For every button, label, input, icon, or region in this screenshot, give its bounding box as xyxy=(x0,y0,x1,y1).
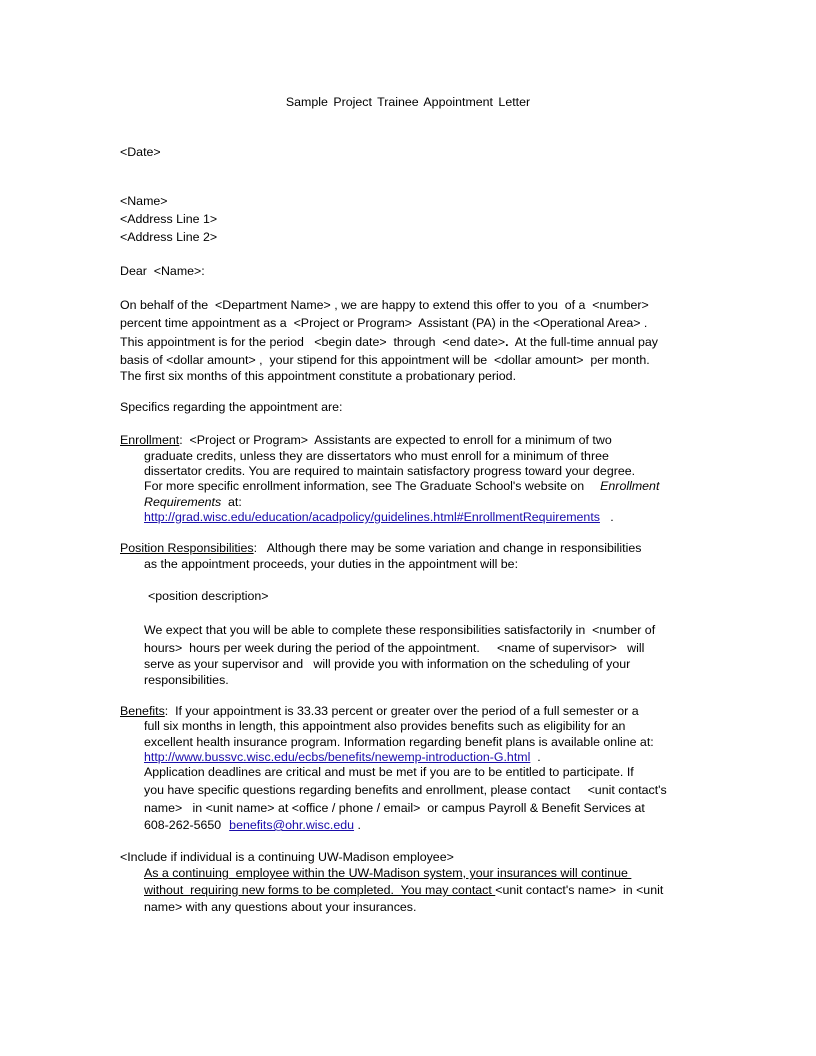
benefits-line: http://www.bussvc.wisc.edu/ecbs/benefits/newemp-introduction-G.html . xyxy=(144,750,541,764)
intro-line: This appointment is for the period <begin date> through <end date>. At the full-time annual pay xyxy=(120,335,658,349)
enrollment-line: dissertator credits. You are required to maintain satisfactory progress toward your degree. xyxy=(144,464,636,478)
enrollment-line: Requirements at: xyxy=(144,495,242,509)
continuing-line: As a continuing employee within the UW-Madison system, your insurances will continue xyxy=(144,866,632,880)
enrollment-line: graduate credits, unless they are dissertators who must enroll for a minimum of three xyxy=(144,449,609,463)
recipient-name: <Name> xyxy=(120,194,168,208)
benefits-line: you have specific questions regarding benefits and enrollment, please contact <unit contact's xyxy=(144,783,667,797)
benefits-info-link[interactable]: http://www.bussvc.wisc.edu/ecbs/benefits/newemp-introduction-G.html xyxy=(144,750,531,764)
position-line: as the appointment proceeds, your duties in the appointment will be: xyxy=(144,557,519,571)
position-description: <position description> xyxy=(148,589,269,603)
specifics-heading: Specifics regarding the appointment are: xyxy=(120,400,343,414)
position-line: Position Responsibilities: Although there may be some variation and change in responsibilities xyxy=(120,541,642,555)
position-line: responsibilities. xyxy=(144,673,229,687)
enrollment-line: http://grad.wisc.edu/education/acadpolicy/guidelines.html#EnrollmentRequirements . xyxy=(144,510,614,524)
letter-title: Sample Project Trainee Appointment Letter xyxy=(285,95,531,109)
date-placeholder: <Date> xyxy=(120,145,161,159)
salutation: Dear <Name>: xyxy=(120,264,205,278)
intro-line: On behalf of the <Department Name> , we are happy to extend this offer to you of a <number> xyxy=(120,298,649,312)
benefits-line: Application deadlines are critical and must be met if you are to be entitled to participate. If xyxy=(144,765,634,779)
position-line: hours> hours per week during the period of the appointment. <name of supervisor> will xyxy=(144,641,645,655)
recipient-address-1: <Address Line 1> xyxy=(120,212,218,226)
position-line: We expect that you will be able to complete these responsibilities satisfactorily in <number of xyxy=(144,623,656,637)
benefits-line: name> in <unit name> at <office / phone / email> or campus Payroll & Benefit Services at xyxy=(144,801,645,815)
benefits-line: excellent health insurance program. Information regarding benefit plans is available online at: xyxy=(144,735,654,749)
enrollment-requirements-link[interactable]: http://grad.wisc.edu/education/acadpolicy/guidelines.html#EnrollmentRequirements xyxy=(144,510,600,524)
benefits-heading: Benefits xyxy=(120,704,165,718)
continuing-line: without requiring new forms to be completed. You may contact <unit contact's name> in <unit xyxy=(144,883,664,897)
enrollment-line: For more specific enrollment information, see The Graduate School's website on Enrollment xyxy=(144,479,660,493)
intro-line: percent time appointment as a <Project or Program> Assistant (PA) in the <Operational Area> . xyxy=(120,316,648,330)
position-line: serve as your supervisor and will provide you with information on the scheduling of your xyxy=(144,657,631,671)
benefits-line: 608-262-5650 benefits@ohr.wisc.edu . xyxy=(144,818,361,832)
intro-line: The first six months of this appointment constitute a probationary period. xyxy=(120,369,517,383)
continuing-line: <Include if individual is a continuing UW-Madison employee> xyxy=(120,850,454,864)
benefits-line: full six months in length, this appointment also provides benefits such as eligibility for an xyxy=(144,719,626,733)
benefits-email-link[interactable]: benefits@ohr.wisc.edu xyxy=(229,818,355,832)
recipient-address-2: <Address Line 2> xyxy=(120,230,218,244)
position-heading: Position Responsibilities xyxy=(120,541,254,555)
enrollment-heading: Enrollment xyxy=(120,433,180,447)
benefits-line: Benefits: If your appointment is 33.33 percent or greater over the period of a full semester or a xyxy=(120,704,639,718)
continuing-line: name> with any questions about your insurances. xyxy=(144,900,417,914)
intro-line: basis of <dollar amount> , your stipend for this appointment will be <dollar amount> per month. xyxy=(120,353,650,367)
enrollment-line: Enrollment: <Project or Program> Assistants are expected to enroll for a minimum of two xyxy=(120,433,612,447)
